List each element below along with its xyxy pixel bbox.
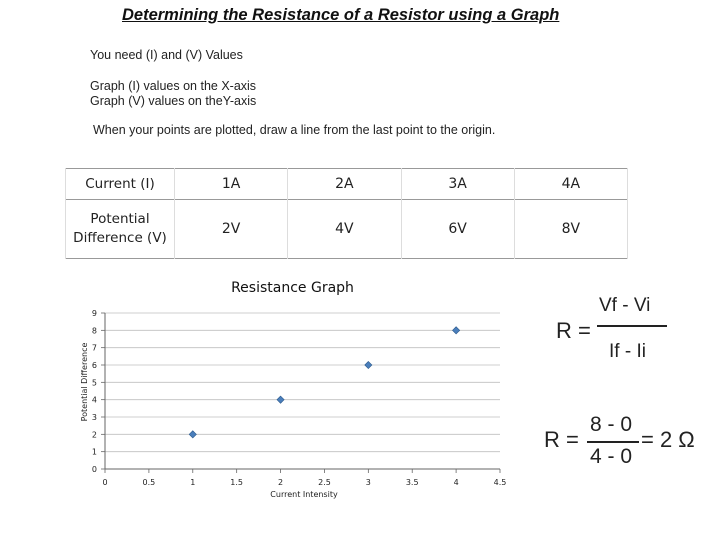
y-tick-label: 4 [91,395,97,405]
x-tick-label: 2 [278,478,284,487]
instruction-line-4: When your points are plotted, draw a line from the last point to the origin. [93,123,496,137]
formula-calc-numerator: 8 - 0 [590,413,633,436]
chart-axes [101,313,500,473]
y-tick-label: 7 [91,343,97,353]
y-tick-label: 3 [91,413,97,422]
x-tick-label: 4.5 [493,478,507,487]
data-point [453,327,460,334]
chart-title: Resistance Graph [231,280,354,296]
formula-calc-fraction-bar [587,441,639,443]
table-cell: 8V [514,200,627,259]
table-cell: 2V [175,200,288,259]
formula-calc-result: = 2 Ω [641,427,695,452]
y-tick-label: 2 [91,430,97,440]
y-tick-label: 5 [91,378,97,388]
instruction-line-1: You need (I) and (V) Values [90,48,243,62]
y-axis-label: Potential Difference [80,342,89,422]
row-label-potential-difference: Potential Difference (V) [66,200,175,259]
table-cell: 1A [175,169,288,200]
formula-general-numerator: Vf - Vi [599,295,651,316]
y-tick-label: 8 [91,326,97,336]
instruction-line-3: Graph (V) values on theY-axis [90,94,257,108]
x-tick-label: 3.5 [405,478,419,487]
instruction-line-2: Graph (I) values on the X-axis [90,79,257,93]
formula-general-denominator: If - Ii [609,341,646,362]
x-tick-label: 0 [102,478,108,487]
data-point [277,396,284,403]
x-tick-label: 0.5 [142,478,156,487]
chart-gridlines [105,313,500,452]
table-cell: 3A [401,169,514,200]
x-tick-label: 4 [453,478,459,487]
formula-calc-denominator: 4 - 0 [590,445,633,468]
page-title: Determining the Resistance of a Resistor using a Graph [122,6,560,24]
table-cell: 2A [288,169,401,200]
x-tick-label: 1.5 [230,478,244,487]
chart-tick-labels [92,309,506,487]
x-tick-label: 1 [190,478,196,487]
y-tick-label: 1 [91,447,97,457]
formula-calc-lhs: R = [544,427,579,452]
x-tick-label: 2.5 [318,478,331,487]
table-cell: 6V [401,200,514,259]
table-cell: 4A [514,169,627,200]
y-tick-label: 9 [91,309,97,318]
data-point [365,361,372,368]
table-cell: 4V [288,200,401,259]
formula-general-lhs: R = [556,318,591,343]
x-tick-label: 3 [365,478,371,487]
y-tick-label: 6 [91,361,97,370]
y-tick-label: 0 [91,465,97,474]
formula-general-fraction-bar [597,325,667,327]
x-axis-label: Current Intensity [270,490,338,499]
row-label-current: Current (I) [66,169,175,200]
data-point [189,431,196,438]
